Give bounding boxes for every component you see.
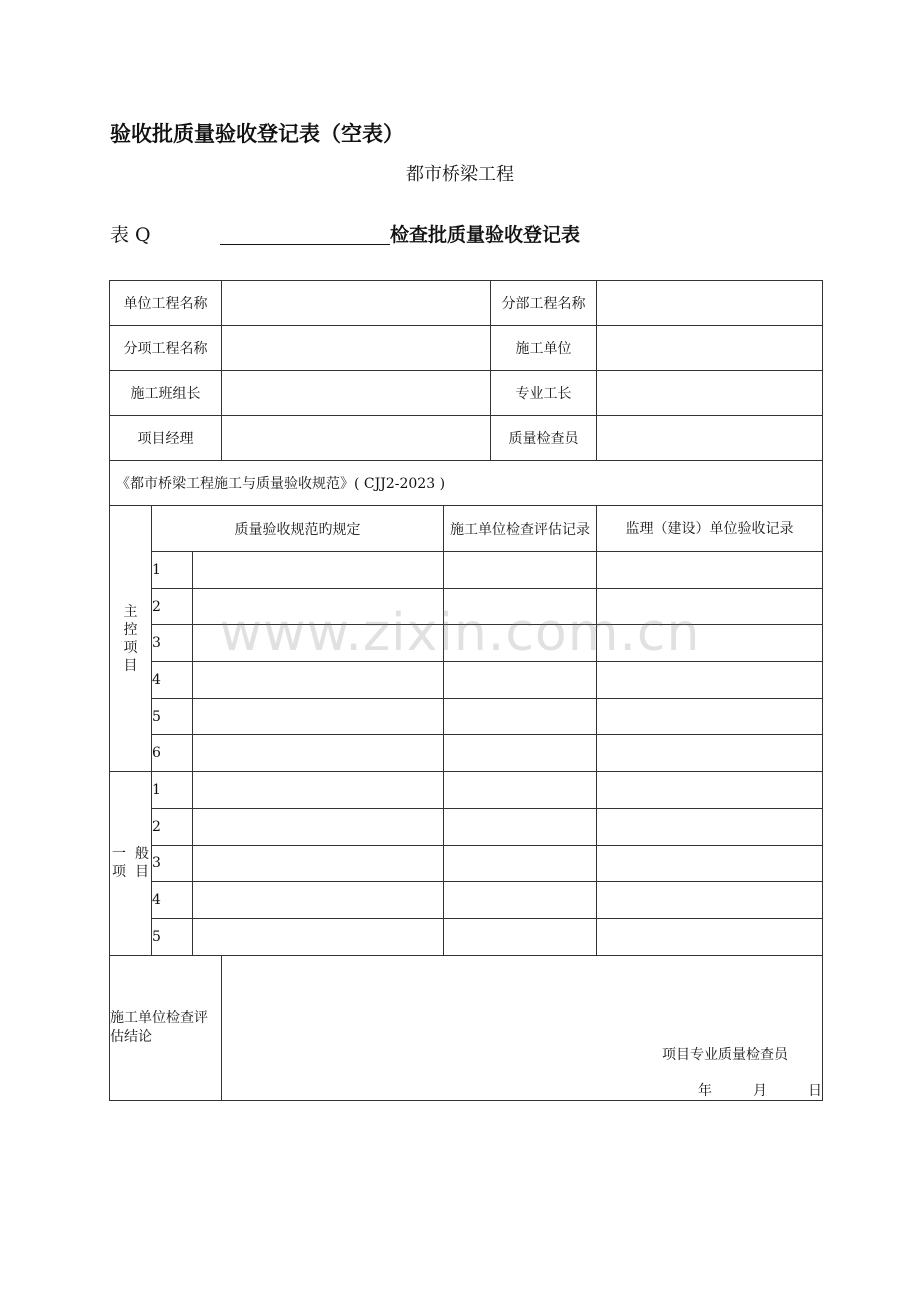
row-number: 3 — [152, 625, 193, 662]
table-row — [110, 918, 823, 955]
inspector-signature-label: 项目专业质量检查员 — [662, 1046, 789, 1063]
inspection-form-table — [109, 280, 823, 1101]
form-name-blank-line — [220, 244, 390, 245]
info-label-foreman: 专业工长 — [491, 371, 597, 416]
info-row — [110, 281, 823, 326]
contractor-record-cell — [444, 735, 597, 772]
spec-cell — [193, 552, 444, 589]
spec-cell — [193, 808, 444, 845]
spec-cell — [193, 588, 444, 625]
info-value-subitem-project — [222, 326, 491, 371]
info-label-subitem-project: 分项工程名称 — [110, 326, 222, 371]
contractor-record-cell — [444, 625, 597, 662]
contractor-record-cell — [444, 808, 597, 845]
column-header-row — [110, 506, 823, 552]
column-header-supervisor-record: 监理（建设）单位验收记录 — [597, 506, 823, 552]
document-title: 验收批质量验收登记表（空表） — [110, 121, 404, 146]
table-row — [110, 588, 823, 625]
row-number: 1 — [152, 552, 193, 589]
info-row — [110, 326, 823, 371]
date-day-label: 日 — [808, 1082, 823, 1099]
conclusion-row — [110, 955, 823, 1100]
spec-cell — [193, 772, 444, 809]
info-label-quality-inspector: 质量检查员 — [491, 416, 597, 461]
row-number: 3 — [152, 845, 193, 882]
table-row — [110, 625, 823, 662]
info-row — [110, 371, 823, 416]
standard-reference: 《都市桥梁工程施工与质量验收规范》( CJJ2-2023 ) — [110, 461, 823, 506]
spec-cell — [193, 918, 444, 955]
column-header-contractor-record: 施工单位检查评估记录 — [444, 506, 597, 552]
general-items-label: 一 般 项 目 — [110, 772, 152, 955]
row-number: 1 — [152, 772, 193, 809]
form-name: 检查批质量验收登记表 — [390, 224, 581, 246]
info-label-unit-project: 单位工程名称 — [110, 281, 222, 326]
info-value-unit-project — [222, 281, 491, 326]
supervisor-record-cell — [597, 588, 823, 625]
info-label-project-manager: 项目经理 — [110, 416, 222, 461]
supervisor-record-cell — [597, 772, 823, 809]
supervisor-record-cell — [597, 735, 823, 772]
info-value-project-manager — [222, 416, 491, 461]
info-label-contractor: 施工单位 — [491, 326, 597, 371]
contractor-record-cell — [444, 882, 597, 919]
info-value-quality-inspector — [597, 416, 823, 461]
spec-cell — [193, 625, 444, 662]
row-number: 2 — [152, 808, 193, 845]
info-row — [110, 416, 823, 461]
spec-cell — [193, 662, 444, 699]
row-number: 4 — [152, 662, 193, 699]
contractor-record-cell — [444, 552, 597, 589]
info-label-division-project: 分部工程名称 — [491, 281, 597, 326]
supervisor-record-cell — [597, 625, 823, 662]
table-row — [110, 882, 823, 919]
info-value-team-leader — [222, 371, 491, 416]
supervisor-record-cell — [597, 662, 823, 699]
spec-cell — [193, 735, 444, 772]
contractor-record-cell — [444, 698, 597, 735]
supervisor-record-cell — [597, 845, 823, 882]
main-control-items-label: 主 控 项 目 — [110, 506, 152, 772]
form-code: 表 Q — [110, 224, 151, 246]
table-row — [110, 698, 823, 735]
supervisor-record-cell — [597, 552, 823, 589]
info-label-team-leader: 施工班组长 — [110, 371, 222, 416]
info-value-foreman — [597, 371, 823, 416]
row-number: 5 — [152, 918, 193, 955]
contractor-record-cell — [444, 662, 597, 699]
contractor-record-cell — [444, 772, 597, 809]
table-row — [110, 772, 823, 809]
info-value-contractor — [597, 326, 823, 371]
spec-cell — [193, 698, 444, 735]
contractor-record-cell — [444, 918, 597, 955]
date-month-label: 月 — [753, 1082, 768, 1099]
row-number: 2 — [152, 588, 193, 625]
table-row — [110, 845, 823, 882]
conclusion-label: 施工单位检查评估结论 — [110, 955, 222, 1100]
supervisor-record-cell — [597, 882, 823, 919]
date-year-label: 年 — [698, 1082, 713, 1099]
table-row — [110, 552, 823, 589]
conclusion-cell — [222, 955, 823, 1100]
spec-cell — [193, 845, 444, 882]
conclusion-date — [698, 1080, 822, 1100]
spec-cell — [193, 882, 444, 919]
contractor-record-cell — [444, 845, 597, 882]
supervisor-record-cell — [597, 698, 823, 735]
table-row — [110, 808, 823, 845]
row-number: 6 — [152, 735, 193, 772]
row-number: 5 — [152, 698, 193, 735]
table-row — [110, 735, 823, 772]
row-number: 4 — [152, 882, 193, 919]
column-header-spec: 质量验收规范旳规定 — [152, 506, 444, 552]
watermark: www.zixin.com.cn — [219, 603, 701, 663]
supervisor-record-cell — [597, 918, 823, 955]
document-subtitle: 都市桥梁工程 — [406, 164, 514, 185]
table-row — [110, 662, 823, 699]
info-value-division-project — [597, 281, 823, 326]
supervisor-record-cell — [597, 808, 823, 845]
standard-row — [110, 461, 823, 506]
contractor-record-cell — [444, 588, 597, 625]
